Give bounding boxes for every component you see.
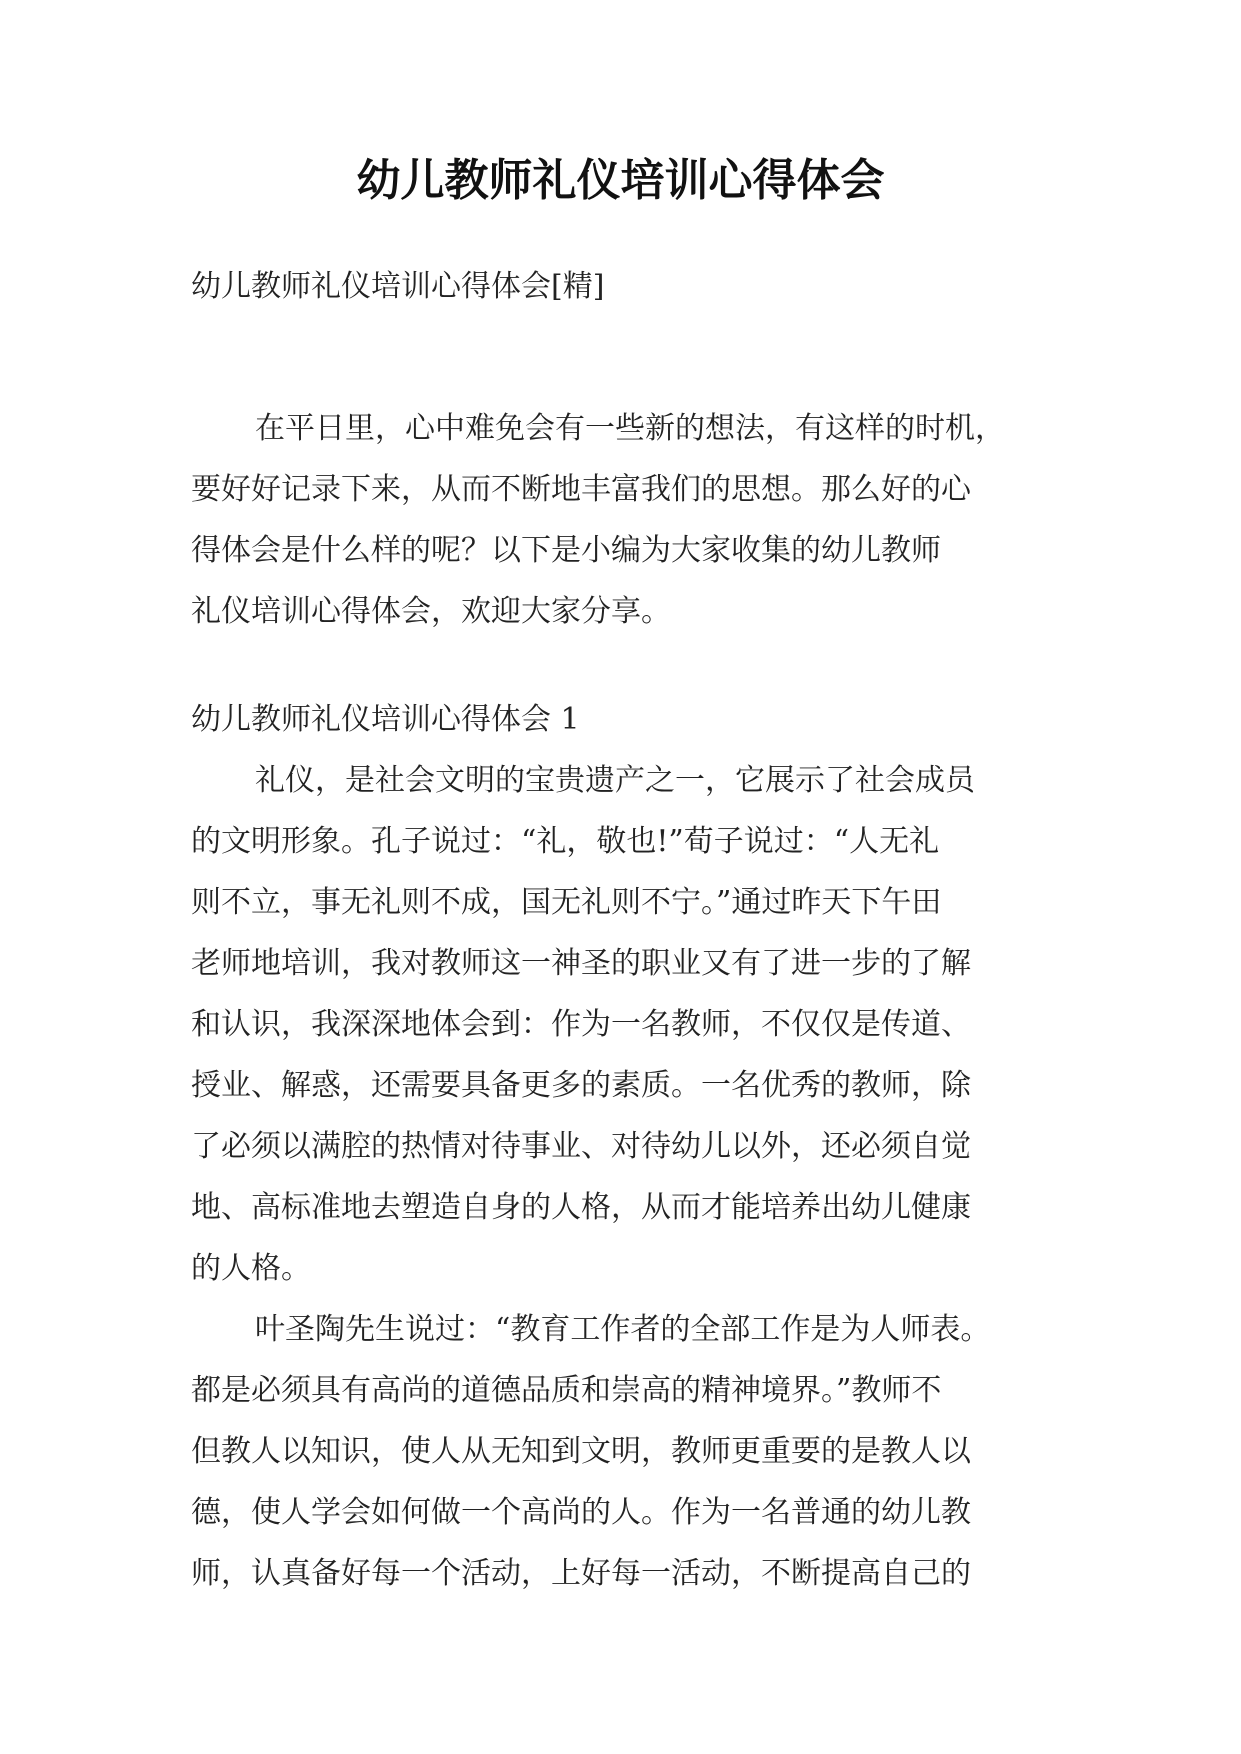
document-title: 幼儿教师礼仪培训心得体会 [356, 155, 885, 206]
paragraph-line: 和认识，我深深地体会到：作为一名教师，不仅仅是传道、 [191, 1007, 971, 1042]
paragraph-line: 的人格。 [191, 1251, 311, 1286]
paragraph-line: 但教人以知识，使人从无知到文明，教师更重要的是教人以 [191, 1434, 971, 1469]
paragraph-line: 叶圣陶先生说过：“教育工作者的全部工作是为人师表。 [255, 1312, 991, 1347]
document-subtitle: 幼儿教师礼仪培训心得体会[精] [191, 269, 605, 304]
paragraph-line: 地、高标准地去塑造自身的人格，从而才能培养出幼儿健康 [191, 1190, 971, 1225]
paragraph-line: 授业、解惑，还需要具备更多的素质。一名优秀的教师，除 [191, 1068, 971, 1103]
section-heading: 幼儿教师礼仪培训心得体会 1 [191, 702, 580, 737]
paragraph-line: 礼仪，是社会文明的宝贵遗产之一，它展示了社会成员 [255, 763, 975, 798]
intro-line: 在平日里，心中难免会有一些新的想法，有这样的时机， [255, 411, 1005, 446]
paragraph-line: 了必须以满腔的热情对待事业、对待幼儿以外，还必须自觉 [191, 1129, 971, 1164]
paragraph-line: 都是必须具有高尚的道德品质和崇高的精神境界。”教师不 [191, 1373, 942, 1408]
paragraph-line: 的文明形象。孔子说过：“礼，敬也!”荀子说过：“人无礼 [191, 824, 940, 859]
paragraph-line: 师，认真备好每一个活动，上好每一活动，不断提高自己的 [191, 1556, 971, 1591]
paragraph-line: 则不立，事无礼则不成，国无礼则不宁。”通过昨天下午田 [191, 885, 942, 920]
intro-line: 礼仪培训心得体会，欢迎大家分享。 [191, 594, 671, 629]
paragraph-line: 老师地培训，我对教师这一神圣的职业又有了进一步的了解 [191, 946, 971, 981]
paragraph-line: 德，使人学会如何做一个高尚的人。作为一名普通的幼儿教 [191, 1495, 971, 1530]
intro-line: 要好好记录下来，从而不断地丰富我们的思想。那么好的心 [191, 472, 971, 507]
intro-line: 得体会是什么样的呢？以下是小编为大家收集的幼儿教师 [191, 533, 941, 568]
